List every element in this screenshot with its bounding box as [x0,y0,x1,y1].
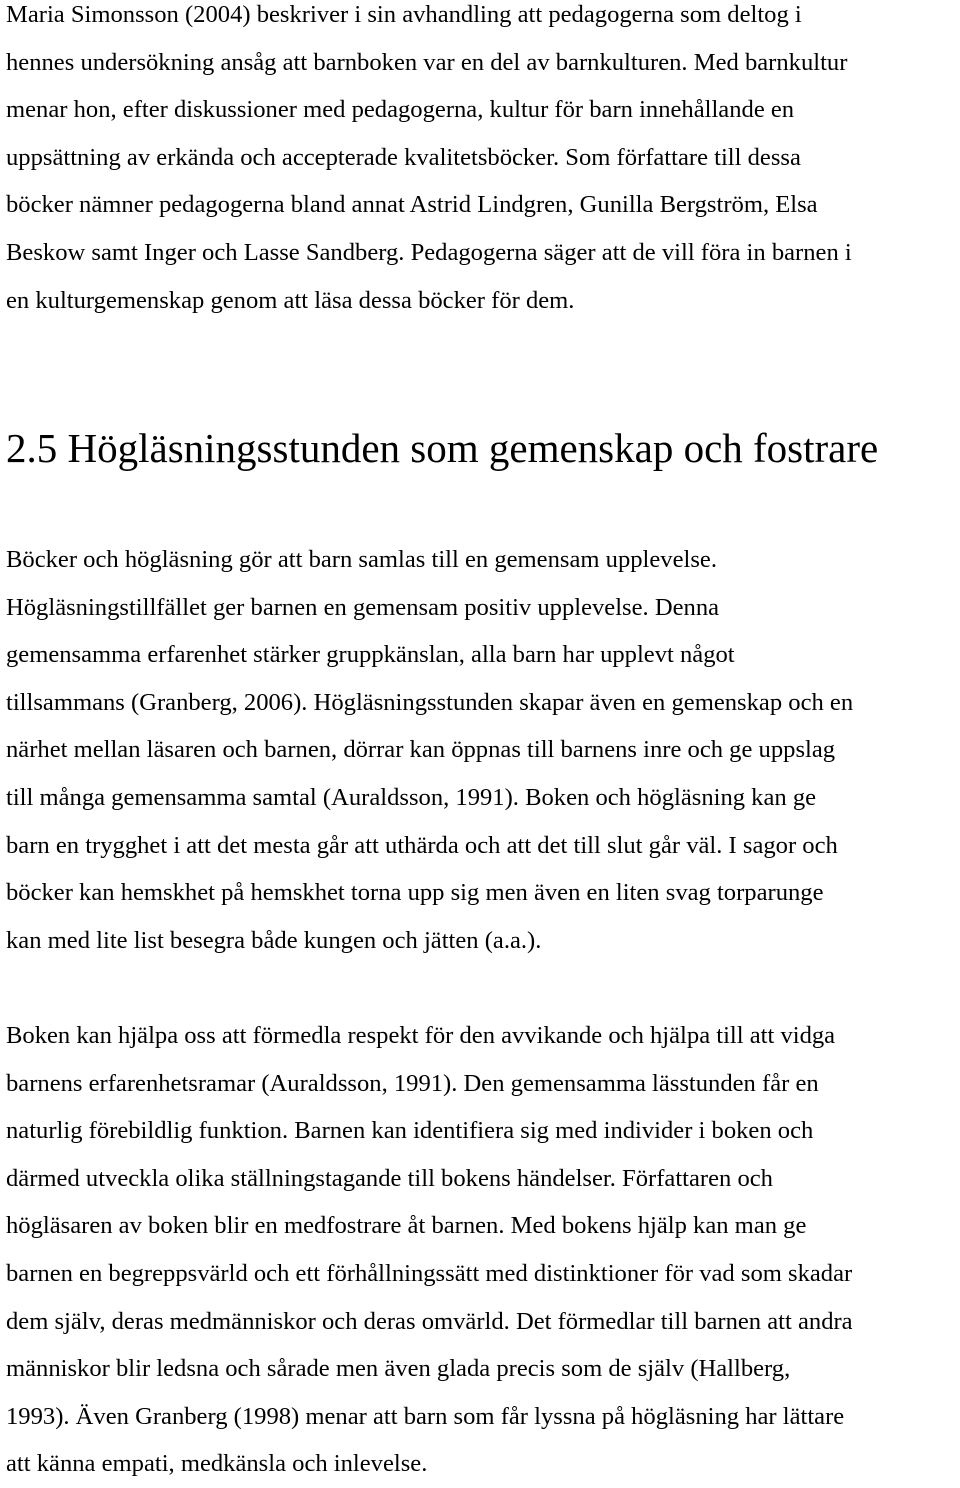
text-line: till många gemensamma samtal (Auraldsson, 1991). Boken och högläsning kan ge [6,783,817,811]
text-line: därmed utveckla olika ställningstagande till bokens händelser. Författaren och [6,1164,773,1192]
text-line: uppsättning av erkända och accepterade kvalitetsböcker. Som författare till dessa [6,143,801,171]
text-line: en kulturgemenskap genom att läsa dessa böcker för dem. [6,286,575,314]
text-line: närhet mellan läsaren och barnen, dörrar kan öppnas till barnens inre och ge uppslag [6,736,836,764]
section-heading: 2.5 Högläsningsstunden som gemenskap och fostrare [6,425,879,471]
text-line: Boken kan hjälpa oss att förmedla respekt för den avvikande och hjälpa till att vidga [6,1022,836,1049]
text-line: människor blir ledsna och sårade men även glada precis som de själv (Hallberg, [6,1355,791,1383]
paragraph-barnkultur [6,0,852,324]
text-line: barn en trygghet i att det mesta går att uthärda och att det till slut går väl. I sagor och [6,831,838,859]
text-line: 1993). Även Granberg (1998) menar att barn som får lyssna på högläsning har lättare [6,1402,845,1430]
text-line: att känna empati, medkänsla och inlevelse. [6,1450,428,1478]
text-line: dem själv, deras medmänniskor och deras omvärld. Det förmedlar till barnen att andra [6,1307,853,1335]
text-line: Böcker och högläsning gör att barn samlas till en gemensam upplevelse. [6,546,717,573]
text-line: böcker kan hemskhet på hemskhet torna upp sig men även en liten svag torparunge [6,879,824,907]
text-line: hennes undersökning ansåg att barnboken var en del av barnkulturen. Med barnkultur [6,48,848,76]
text-line: kan med lite list besegra både kungen och jätten (a.a.). [6,926,542,954]
text-line: gemensamma erfarenhet stärker gruppkänslan, alla barn har upplevt något [6,641,735,669]
text-line: menar hon, efter diskussioner med pedagogerna, kultur för barn innehållande en [6,96,795,124]
text-line: Maria Simonsson (2004) beskriver i sin avhandling att pedagogerna som deltog i [6,1,802,28]
text-line: Högläsningstillfället ger barnen en gemensam positiv upplevelse. Denna [6,593,720,621]
text-line: barnen en begreppsvärld och ett förhållningssätt med distinktioner för vad som skadar [6,1259,853,1287]
text-line: högläsaren av boken blir en medfostrare åt barnen. Med bokens hjälp kan man ge [6,1212,807,1240]
text-line: barnens erfarenhetsramar (Auraldsson, 1991). Den gemensamma lässtunden får en [6,1069,819,1097]
paragraph-fostrare [6,1012,853,1488]
text-line: böcker nämner pedagogerna bland annat Astrid Lindgren, Gunilla Bergström, Elsa [6,191,818,219]
paragraph-gemenskap [6,536,853,964]
text-line: Beskow samt Inger och Lasse Sandberg. Pedagogerna säger att de vill föra in barnen i [6,238,852,266]
text-line: tillsammans (Granberg, 2006). Högläsningsstunden skapar även en gemenskap och en [6,688,854,716]
text-line: naturlig förebildlig funktion. Barnen kan identifiera sig med individer i boken och [6,1117,814,1145]
